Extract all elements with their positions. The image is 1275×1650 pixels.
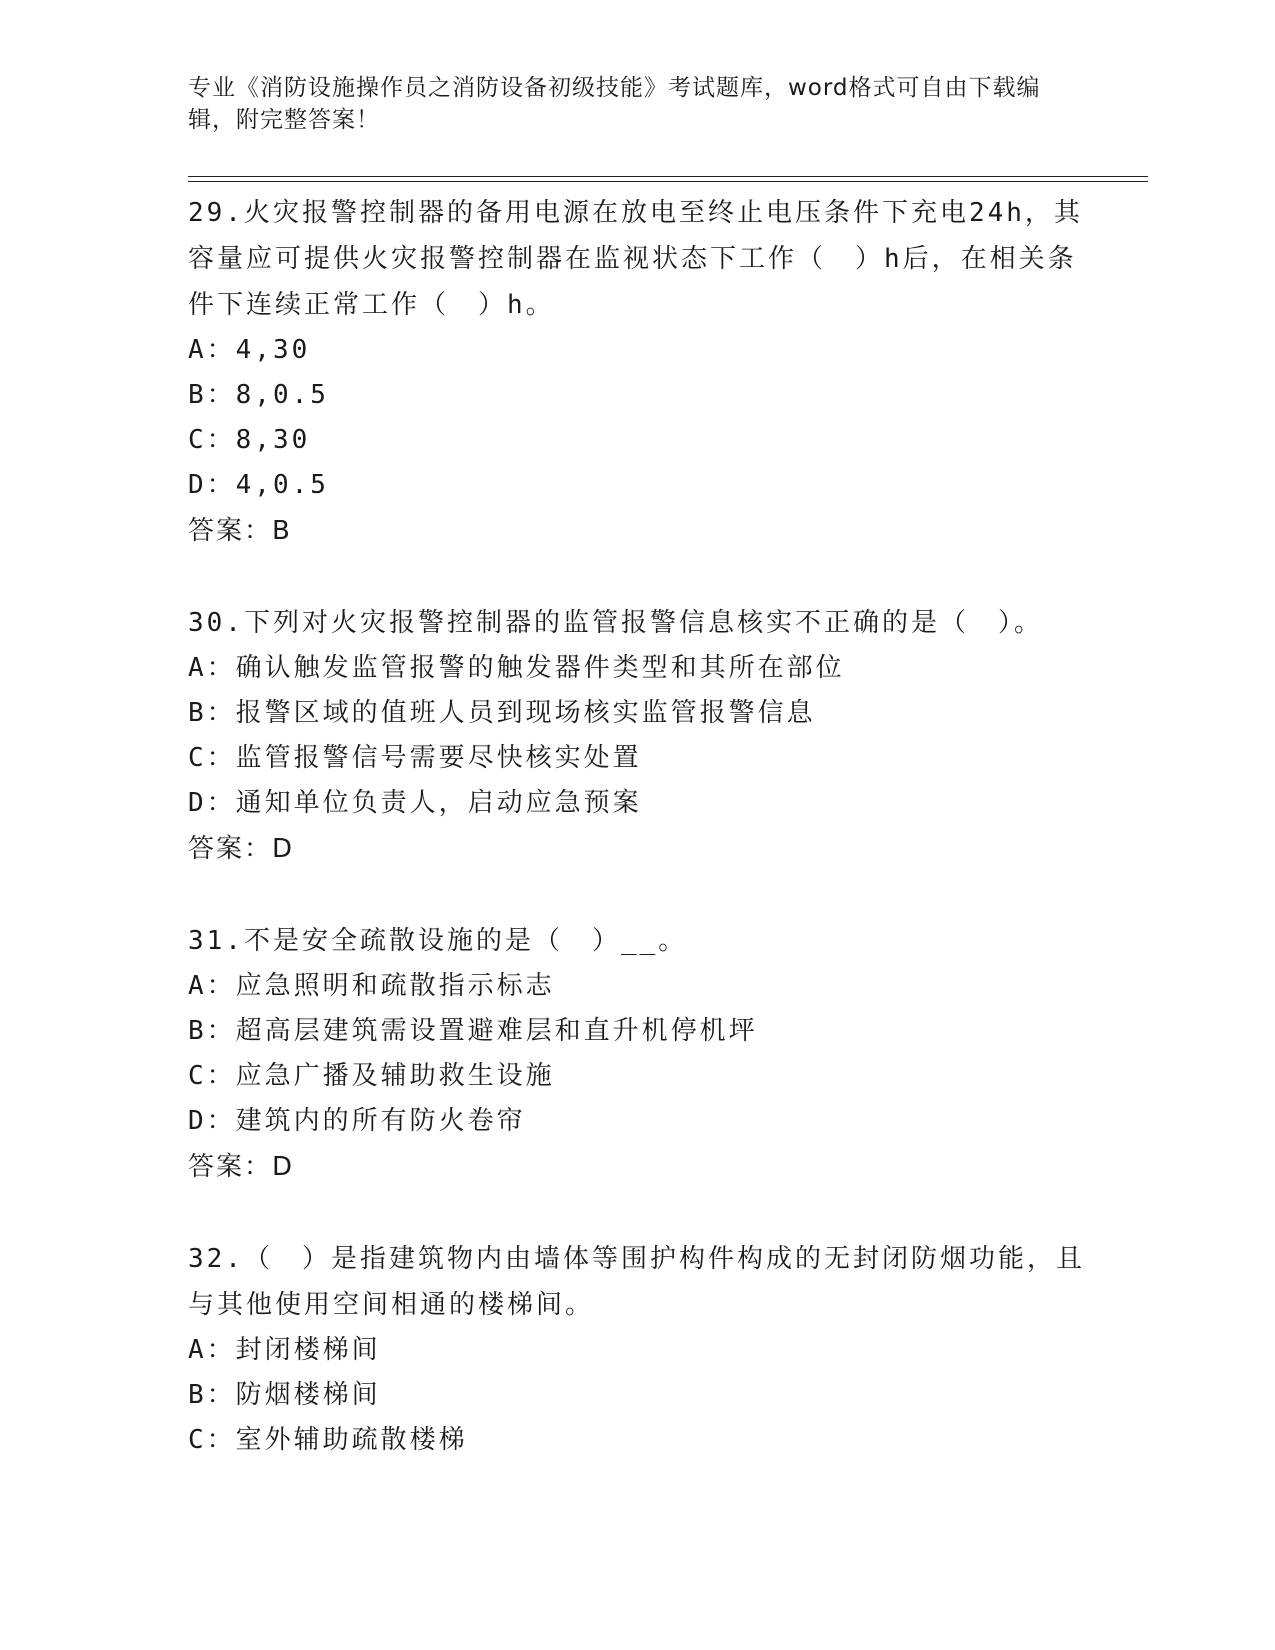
option-b: B：8,0.5 — [188, 380, 329, 410]
option-c: C：8,30 — [188, 425, 311, 455]
question-30 — [188, 600, 1088, 872]
option-b: B：防烟楼梯间 — [188, 1380, 381, 1410]
option-a: A：确认触发监管报警的触发器件类型和其所在部位 — [188, 653, 845, 683]
question-text: 31.不是安全疏散设施的是（ ）__。 — [188, 926, 688, 956]
question-29 — [188, 190, 1088, 554]
option-d: D：通知单位负责人，启动应急预案 — [188, 788, 642, 818]
question-text: 29.火灾报警控制器的备用电源在放电至终止电压条件下充电24h，其容量应可提供火灾报警控制器在监视状态下工作（ ）h后，在相关条件下连续正常工作（ ）h。 — [188, 198, 1083, 320]
option-a: A：封闭楼梯间 — [188, 1335, 381, 1365]
option-c: C：监管报警信号需要尽快核实处置 — [188, 743, 642, 773]
answer-text: 答案：D — [188, 834, 295, 864]
option-c: C：室外辅助疏散楼梯 — [188, 1425, 468, 1455]
option-d: D：建筑内的所有防火卷帘 — [188, 1106, 526, 1136]
question-text: 30.下列对火灾报警控制器的监管报警信息核实不正确的是（ ）。 — [188, 608, 1043, 638]
header-divider-top — [188, 176, 1148, 177]
document-header: 专业《消防设施操作员之消防设备初级技能》考试题库，word格式可自由下载编辑，附完整答案！ — [188, 75, 1041, 133]
option-b: B：超高层建筑需设置避难层和直升机停机坪 — [188, 1016, 758, 1046]
question-32 — [188, 1236, 1088, 1463]
answer-text: 答案：B — [188, 516, 292, 546]
option-d: D：4,0.5 — [188, 470, 329, 500]
option-c: C：应急广播及辅助救生设施 — [188, 1061, 555, 1091]
header-divider-bottom — [188, 181, 1148, 182]
question-text: 32.（ ）是指建筑物内由墙体等围护构件构成的无封闭防烟功能，且与其他使用空间相通的楼梯间。 — [188, 1244, 1085, 1320]
option-b: B：报警区域的值班人员到现场核实监管报警信息 — [188, 698, 816, 728]
question-list — [188, 190, 1088, 1509]
answer-text: 答案：D — [188, 1152, 295, 1182]
option-a: A：应急照明和疏散指示标志 — [188, 971, 555, 1001]
option-a: A：4,30 — [188, 335, 311, 365]
question-31 — [188, 918, 1088, 1190]
